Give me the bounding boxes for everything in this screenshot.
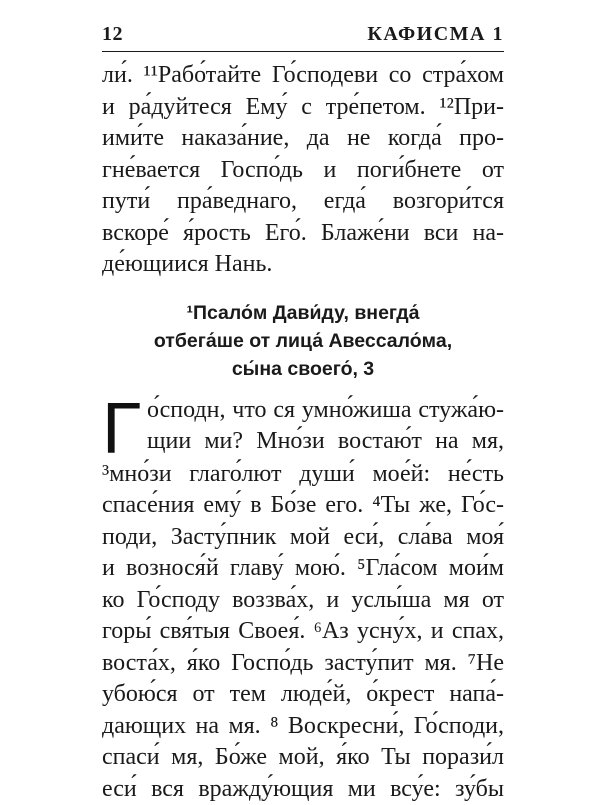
text-line: ими́те наказа́ние, да не когда́ про-: [102, 123, 504, 155]
book-page: [102, 22, 504, 805]
text-line: горы́ свя́тыя Своея́. ⁶Аз усну́х, и спах,: [102, 616, 504, 648]
text-line: спасе́ния ему́ в Бо́зе его. ⁴Ты же, Го́с-: [102, 490, 504, 522]
running-header: [102, 22, 504, 52]
text-line: пути́ пра́веднаго, егда́ возгори́тся: [102, 186, 504, 218]
text-line: ко Го́споду воззва́х, и услы́ша мя от: [102, 585, 504, 617]
text-line: вскоре́ я́рость Его́. Блаже́ни вси на-: [102, 218, 504, 250]
text-line: поди, Засту́пник мой еси́, сла́ва моя́: [102, 522, 504, 554]
heading-line: ¹Псало́м Дави́ду, внегда́: [102, 299, 504, 327]
text-line: дающих на мя. ⁸ Воскресни́, Го́споди,: [102, 711, 504, 743]
text-line: де́ющиися Нань.: [102, 249, 504, 281]
page-number: 12: [102, 22, 123, 46]
text-line: щии ми? Мно́зи востаю́т на мя,: [102, 426, 504, 458]
text-line: еси́ вся вражду́ющия ми всу́е: зу́бы: [102, 774, 504, 805]
text-line: воста́х, я́ко Госпо́дь засту́пит мя. ⁷Не: [102, 648, 504, 680]
text-line: убою́ся от тем люде́й, о́крест напа́-: [102, 679, 504, 711]
text-line: и ра́дуйтеся Ему́ с тре́петом. ¹²При-: [102, 92, 504, 124]
drop-cap: Г: [102, 399, 141, 459]
psalm-3-text: [102, 395, 504, 805]
heading-line: сы́на своего́, 3: [102, 355, 504, 383]
text-line: о́сподн, что ся умно́жиша стужа́ю-: [102, 395, 504, 427]
text-line: и вознося́й главу́ мою́. ⁵Гла́сом мои́м: [102, 553, 504, 585]
section-title: КАФИСМА 1: [367, 22, 504, 46]
text-line: спаси́ мя, Бо́же мой, я́ко Ты порази́л: [102, 742, 504, 774]
text-line: ли́. ¹¹Рабо́тайте Го́сподеви со стра́хом: [102, 60, 504, 92]
verse-block-1: [102, 60, 504, 281]
text-line: гне́вается Госпо́дь и поги́бнете от: [102, 155, 504, 187]
heading-line: отбега́ше от лица́ Авессало́ма,: [102, 327, 504, 355]
text-line: ³мно́зи глаго́лют души́ мое́й: не́сть: [102, 459, 504, 491]
psalm-heading: [102, 299, 504, 383]
